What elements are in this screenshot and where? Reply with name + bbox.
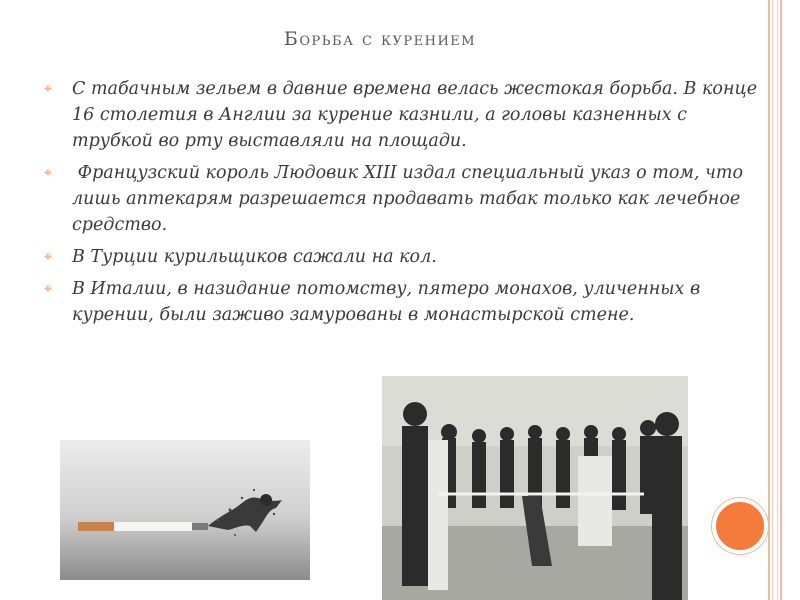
bullet-marker-icon: ⌖ xyxy=(44,249,52,265)
decorative-border-right-inner xyxy=(772,0,778,600)
cigarette-filter xyxy=(78,522,114,531)
crowd-illustration xyxy=(382,376,688,600)
decorative-orange-circle xyxy=(712,498,768,554)
bullet-marker-icon: ⌖ xyxy=(44,281,52,297)
bullet-item xyxy=(44,276,764,328)
bullet-item xyxy=(44,160,764,238)
bullet-marker-icon: ⌖ xyxy=(44,165,52,181)
slide-title: Борьба с курением xyxy=(283,28,477,50)
cigarette-paper xyxy=(114,522,192,531)
cigarette-photo xyxy=(60,440,310,580)
cigarette-illustration xyxy=(60,440,310,580)
bullet-text: В Италии, в назидание потомству, пятеро монахов, уличенных в курении, были заживо замурованы в монастырской стене. xyxy=(72,279,701,325)
bullet-item xyxy=(44,76,764,154)
bullet-list xyxy=(44,76,764,334)
bullet-text: Французский король Людовик XIII издал специальный указ о том, что лишь аптекарям разрешается продавать табак только как лечебное средство. xyxy=(72,163,749,235)
bullet-item xyxy=(44,244,764,270)
historical-crowd-photo xyxy=(382,376,688,600)
bullet-text: В Турции курильщиков сажали на кол. xyxy=(72,247,437,267)
bullet-text: С табачным зельем в давние времена велась жестокая борьба. В конце 16 столетия в Англии за курение казнили, а головы казненных с трубкой во рту выставляли на площади. xyxy=(72,79,758,151)
bullet-marker-icon: ⌖ xyxy=(44,81,52,97)
